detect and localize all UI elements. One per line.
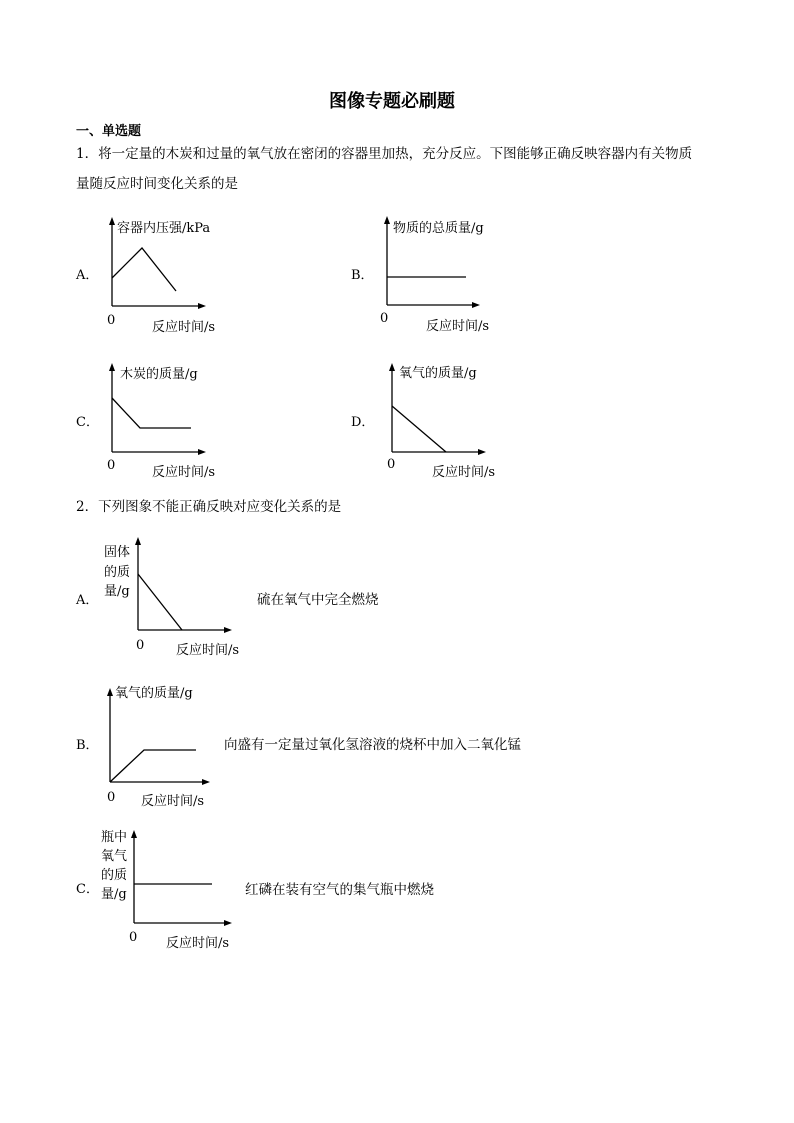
q1-c-origin: 0 xyxy=(107,458,116,473)
q2-b-origin: 0 xyxy=(107,790,116,805)
q1-d-xlabel: 反应时间/s xyxy=(432,465,496,480)
q1-a-origin: 0 xyxy=(107,313,116,328)
q2-option-a-letter[interactable]: A． xyxy=(76,593,99,608)
q1-c-xlabel: 反应时间/s xyxy=(152,465,216,480)
q2-b-ylabel: 氧气的质量/g xyxy=(115,686,193,701)
q2-c-xlabel: 反应时间/s xyxy=(166,936,230,951)
q2-a-ylabel-3: 量/g xyxy=(104,584,130,599)
q1-b-origin: 0 xyxy=(380,311,389,326)
q2-c-ylabel-1: 瓶中 xyxy=(101,830,128,845)
q2-a-description: 硫在氧气中完全燃烧 xyxy=(257,592,379,608)
q2-a-ylabel-1: 固体 xyxy=(104,545,131,560)
q1-stem-line2: 量随反应时间变化关系的是 xyxy=(76,176,238,192)
q2-c-ylabel-4: 量/g xyxy=(101,887,127,902)
q1-option-c-letter[interactable]: C． xyxy=(76,415,99,430)
q2-option-c-letter[interactable]: C． xyxy=(76,882,99,897)
q2-stem: 2．下列图象不能正确反映对应变化关系的是 xyxy=(76,499,342,515)
q1-stem-line1: 1．将一定量的木炭和过量的氧气放在密闭的容器里加热，充分反应。下图能够正确反映容器内有关物质 xyxy=(76,146,693,162)
q2-a-ylabel-2: 的质 xyxy=(104,565,131,580)
q2-a-xlabel: 反应时间/s xyxy=(176,643,240,658)
q1-option-d-letter[interactable]: D． xyxy=(351,415,375,430)
q1-b-ylabel: 物质的总质量/g xyxy=(393,221,484,236)
q2-b-xlabel: 反应时间/s xyxy=(141,794,205,809)
q1-a-ylabel: 容器内压强/kPa xyxy=(117,221,211,236)
q1-d-ylabel: 氧气的质量/g xyxy=(399,366,477,381)
q1-a-xlabel: 反应时间/s xyxy=(152,320,216,335)
q2-option-b-letter[interactable]: B． xyxy=(76,738,99,753)
q1-d-origin: 0 xyxy=(387,457,396,472)
q1-option-b-letter[interactable]: B． xyxy=(351,268,374,283)
q1-b-xlabel: 反应时间/s xyxy=(426,319,490,334)
q2-c-origin: 0 xyxy=(129,930,138,945)
page-title: 图像专题必刷题 xyxy=(329,91,455,112)
q1-option-a-letter[interactable]: A． xyxy=(76,268,99,283)
q2-a-origin: 0 xyxy=(136,638,145,653)
q2-c-description: 红磷在装有空气的集气瓶中燃烧 xyxy=(245,882,434,898)
q2-c-ylabel-3: 的质 xyxy=(101,868,128,883)
q1-c-ylabel: 木炭的质量/g xyxy=(120,367,198,382)
section-heading: 一、单选题 xyxy=(76,124,142,139)
q2-b-description: 向盛有一定量过氧化氢溶液的烧杯中加入二氧化锰 xyxy=(224,737,521,753)
q2-c-ylabel-2: 氧气 xyxy=(101,849,128,864)
